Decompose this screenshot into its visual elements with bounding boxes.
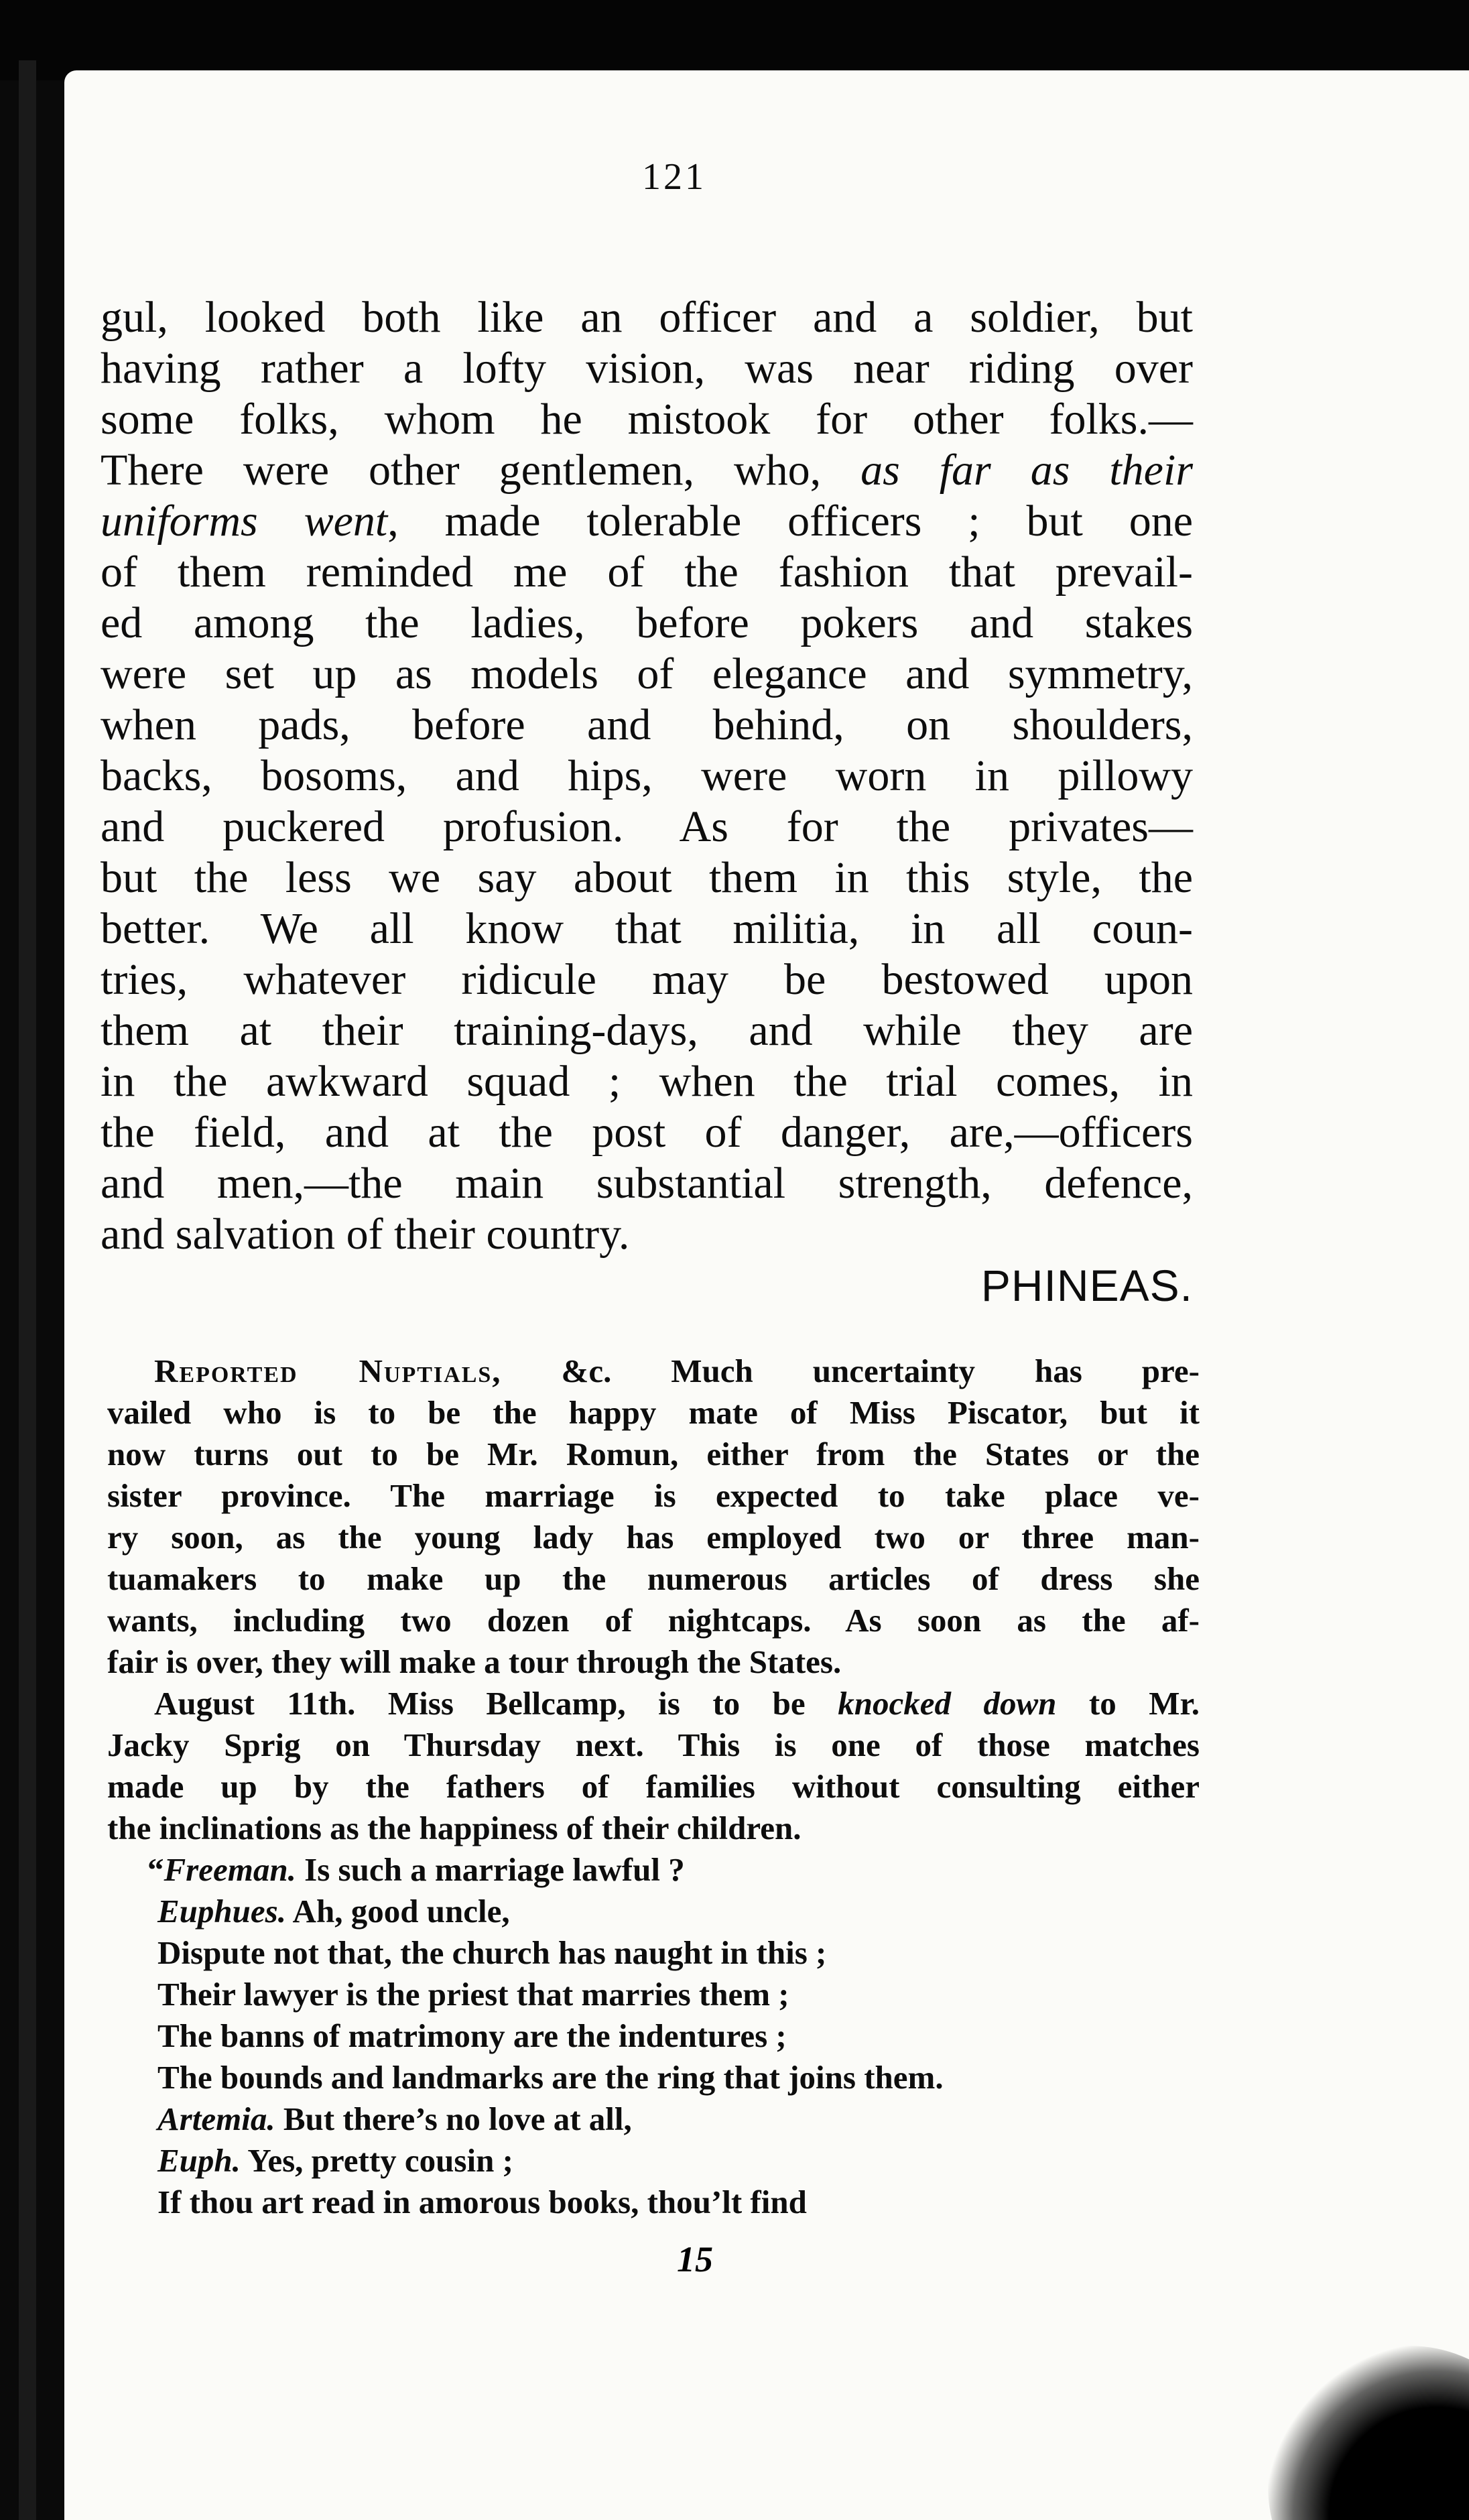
notice-verse-quote [107,1849,1200,2223]
italic-text: Artemia. [157,2100,275,2137]
text-run: now turns out to be Mr. Romun, either from the States or the [107,1436,1200,1472]
notice-line [107,1558,1200,1600]
text-run: the field, and at the post of danger, are,—officers [101,1108,1193,1157]
book-spine-edge [19,60,36,2520]
text-run: wants, including two dozen of nightcaps. As soon as the af- [107,1602,1200,1639]
essay-line [101,954,1193,1005]
notice-line [107,1434,1200,1475]
notice-line [107,1724,1200,1766]
text-run: them at their training-days, and while they are [101,1006,1193,1055]
text-run: tuamakers to make up the numerous articles of dress she [107,1560,1200,1597]
text-run: ry soon, as the young lady has employed two or three man- [107,1519,1200,1556]
text-run: having rather a lofty vision, was near riding over [101,344,1193,393]
text-run: of them reminded me of the fashion that prevail- [101,548,1193,596]
text-run: better. We all know that militia, in all coun- [101,904,1193,953]
text-run: but the less we say about them in this style, the [101,853,1193,902]
essay-line [101,394,1193,445]
essay-line [101,751,1193,802]
verse-line [107,2057,1200,2098]
notice-line [107,1641,1200,1683]
text-run: ed among the ladies, before pokers and stakes [101,598,1193,647]
text-run: Jacky Sprig on Thursday next. This is one of those matches [107,1726,1200,1763]
italic-text: Freeman. [164,1851,296,1888]
essay-line [101,598,1193,649]
essay-line [101,649,1193,700]
notice-line [107,1350,1200,1392]
verse-line [107,2140,1200,2182]
text-run: Is such a marriage lawful ? [296,1851,685,1888]
essay-line [101,1107,1193,1158]
essay-line [101,343,1193,394]
essay-line [101,700,1193,751]
text-run: Yes, pretty cousin ; [240,2142,513,2179]
verse-line [107,1932,1200,1974]
text-run: The bounds and landmarks are the ring that joins them. [157,2059,944,2096]
essay-line [101,1056,1193,1107]
text-run: &c. Much uncertainty has pre- [501,1352,1200,1389]
essay-body [101,292,1193,1260]
essay-line [101,496,1193,547]
notice-line [107,1475,1200,1517]
notice-line [107,1392,1200,1434]
signature-mark: 15 [677,2239,713,2279]
text-run: when pads, before and behind, on shoulders, [101,700,1193,749]
text-run: and puckered profusion. As for the privates— [101,802,1193,851]
italic-text: knocked down [838,1685,1057,1722]
text-run: August 11th. Miss Bellcamp, is to be [154,1685,838,1722]
notice-line [107,1517,1200,1558]
essay-line [101,547,1193,598]
text-run: made up by the fathers of families without consulting either [107,1768,1200,1805]
reported-nuptials-notice [107,1350,1200,2223]
scan-corner-shadow [1268,2346,1469,2520]
text-run: Ah, good uncle, [286,1893,510,1930]
text-run: There were other gentlemen, who, [101,446,861,495]
text-run: sister province. The marriage is expected to take place ve- [107,1477,1200,1514]
page-number: 121 [642,156,706,198]
scan-top-border [0,0,1469,80]
verse-line [107,1891,1200,1932]
text-run: Their lawyer is the priest that marries them ; [157,1976,789,2013]
text-run: to Mr. [1056,1685,1200,1722]
verse-line [107,2098,1200,2140]
verse-line [107,1849,1200,1891]
verse-line [107,1974,1200,2015]
italic-text: uniforms went [101,497,388,546]
text-run: fair is over, they will make a tour through the States. [107,1643,842,1680]
text-run: But there’s no love at all, [275,2100,632,2137]
text-run: “ [147,1851,164,1888]
text-run: and men,—the main substantial strength, defence, [101,1159,1193,1208]
italic-text: Euphues. [157,1893,287,1930]
text-run: , made tolerable officers ; but one [387,497,1193,546]
text-run: The banns of matrimony are the indentures ; [157,2017,787,2054]
essay-line [101,445,1193,496]
essay-line [101,1005,1193,1056]
verse-line [107,2015,1200,2057]
text-run: gul, looked both like an officer and a soldier, but [101,293,1193,342]
essay-signature: PHINEAS. [980,1261,1193,1310]
essay-line [101,853,1193,903]
text-run: vailed who is to be the happy mate of Miss Piscator, but it [107,1394,1200,1431]
text-run: Dispute not that, the church has naught in this ; [157,1934,827,1971]
text-run: were set up as models of elegance and symmetry, [101,649,1193,698]
text-run: the inclinations as the happiness of their children. [107,1810,802,1846]
notice-line [107,1600,1200,1641]
notice-line [107,1766,1200,1808]
verse-line [107,2182,1200,2223]
essay-line [101,1158,1193,1209]
italic-text: Euph. [157,2142,241,2179]
essay-line [101,903,1193,954]
italic-text: as far as their [860,446,1193,495]
text-run: backs, bosoms, and hips, were worn in pillowy [101,751,1193,800]
essay-line [101,1209,1193,1260]
text-run: and salvation of their country. [101,1210,630,1259]
essay-line [101,802,1193,853]
notice-line [107,1808,1200,1849]
text-run: some folks, whom he mistook for other folks.— [101,395,1193,444]
notice-line [107,1683,1200,1724]
text-run: in the awkward squad ; when the trial comes, in [101,1057,1193,1106]
notice-prose [107,1350,1200,1849]
small-caps-heading: Reported Nuptials, [154,1352,502,1389]
text-run: If thou art read in amorous books, thou’lt find [157,2184,807,2220]
text-run: tries, whatever ridicule may be bestowed upon [101,955,1193,1004]
essay-line [101,292,1193,343]
